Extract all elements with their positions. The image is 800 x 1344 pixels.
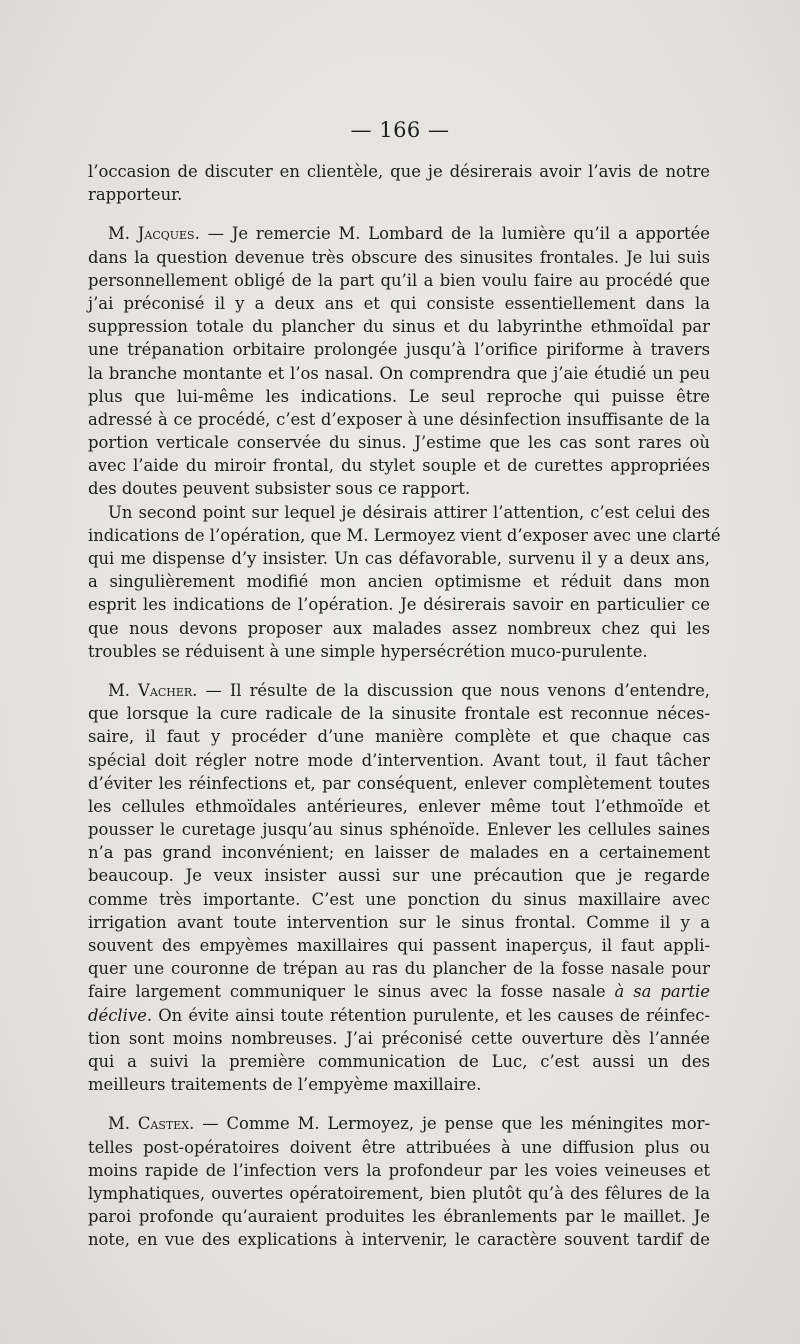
text-line: portion verticale conservée du sinus. J’estime que les cas sont rares où [88, 433, 710, 453]
text-line: déclive. On évite ainsi toute rétention purulente, et les causes de réinfec- [88, 1005, 710, 1025]
text-line: quer une couronne de trépan au ras du plancher de la fosse nasale pour [88, 959, 710, 979]
paragraph-castex [88, 1112, 710, 1251]
text-line: Un second point sur lequel je désirais attirer l’attention, c’est celui des [108, 502, 710, 522]
text-line: pousser le curetage jusqu’au sinus sphénoïde. Enlever les cellules saines [88, 820, 710, 840]
italic-text: déclive. [88, 1005, 153, 1025]
text-line: que lorsque la cure radicale de la sinusite frontale est reconnue néces- [88, 704, 710, 724]
text-line: n’a pas grand inconvénient; en laisser de malades en a certainement [88, 843, 710, 863]
text-line: plus que lui-même les indications. Le seul reproche qui puisse être [88, 386, 710, 406]
speaker-name: M. Vacher. [108, 680, 198, 700]
text-line: M. Jacques. — Je remercie M. Lombard de la lumière qu’il a apportée [108, 224, 711, 244]
text-line: une trépanation orbitaire prolongée jusqu’à l’orifice piriforme à travers [88, 340, 710, 360]
text-line: a singulièrement modifié mon ancien optimisme et réduit dans mon [88, 572, 710, 592]
text-line: lymphatiques, ouvertes opératoirement, bien plutôt qu’à des fêlures de la [88, 1183, 710, 1203]
paragraph-continuation [88, 160, 710, 206]
page-number: — 166 — [350, 118, 450, 142]
text-line: d’éviter les réinfections et, par conséquent, enlever complètement toutes [88, 773, 710, 793]
text-line: esprit les indications de l’opération. Je désirerais savoir en particulier ce [88, 595, 710, 615]
text-line: saire, il faut y procéder d’une manière complète et que chaque cas [88, 727, 710, 747]
text-line: souvent des empyèmes maxillaires qui passent inaperçus, il faut appli- [88, 936, 710, 955]
paragraph-vacher [88, 679, 710, 1096]
text-line: dans la question devenue très obscure des sinusites frontales. Je lui suis [88, 247, 710, 267]
text-line: comme très importante. C’est une ponction du sinus maxillaire avec [88, 889, 710, 909]
text-line: les cellules ethmoïdales antérieures, enlever même tout l’ethmoïde et [88, 796, 710, 816]
text-line: des doutes peuvent subsister sous ce rapport. [88, 479, 471, 499]
text-line: qui me dispense d’y insister. Un cas défavorable, survenu il y a deux ans, [88, 549, 710, 568]
body-text [88, 160, 721, 1251]
text-line: j’ai préconisé il y a deux ans et qui consiste essentiellement dans la [88, 293, 710, 313]
text-line: spécial doit régler notre mode d’intervention. Avant tout, il faut tâcher [88, 750, 710, 770]
text-line: qui a suivi la première communication de Luc, c’est aussi un des [88, 1051, 710, 1071]
text-line: moins rapide de l’infection vers la profondeur par les voies veineuses et [88, 1160, 710, 1180]
text-line: meilleurs traitements de l’empyème maxillaire. [88, 1075, 482, 1095]
text-line: paroi profonde qu’auraient produites les ébranlements par le maillet. Je [88, 1207, 710, 1227]
text-line: indications de l’opération, que M. Lermoyez vient d’exposer avec une clarté [88, 525, 721, 545]
text-line: l’occasion de discuter en clientèle, que je désirerais avoir l’avis de notre [88, 162, 710, 181]
text-line: troubles se réduisent à une simple hypersécrétion muco-purulente. [88, 641, 648, 661]
text-line: personnellement obligé de la part qu’il a bien voulu faire au procédé que [88, 270, 710, 290]
text-line: telles post-opératoires doivent être attribuées à une diffusion plus ou [88, 1137, 710, 1157]
text-line: M. Castex. — Comme M. Lermoyez, je pense que les méningites mor- [108, 1114, 710, 1134]
text-line: note, en vue des explications à intervenir, le caractère souvent tardif de [88, 1230, 710, 1250]
text-line: faire largement communiquer le sinus avec la fosse nasale à sa partie [88, 982, 710, 1002]
speaker-name: M. Castex. [108, 1114, 195, 1134]
text-line: M. Vacher. — Il résulte de la discussion que nous venons d’entendre, [108, 680, 711, 700]
paragraph-jacques [88, 222, 710, 500]
text-line: suppression totale du plancher du sinus et du labyrinthe ethmoïdal par [88, 317, 710, 337]
text-line: rapporteur. [88, 185, 183, 205]
text-line: la branche montante et l’os nasal. On comprendra que j’aie étudié un peu [88, 363, 710, 383]
text-line: beaucoup. Je veux insister aussi sur une précaution que je regarde [88, 866, 710, 886]
text-line: que nous devons proposer aux malades assez nombreux chez qui les [88, 618, 710, 638]
text-line: irrigation avant toute intervention sur le sinus frontal. Comme il y a [88, 912, 710, 932]
text-line: adressé à ce procédé, c’est d’exposer à une désinfection insuffisante de la [88, 409, 710, 429]
paragraph-second-point [88, 501, 721, 663]
text-line: avec l’aide du miroir frontal, du stylet souple et de curettes appropriées [88, 456, 710, 476]
italic-text: à sa partie [614, 982, 710, 1002]
text-line: tion sont moins nombreuses. J’ai préconisé cette ouverture dès l’année [88, 1028, 710, 1048]
speaker-name: M. Jacques. [108, 224, 200, 244]
